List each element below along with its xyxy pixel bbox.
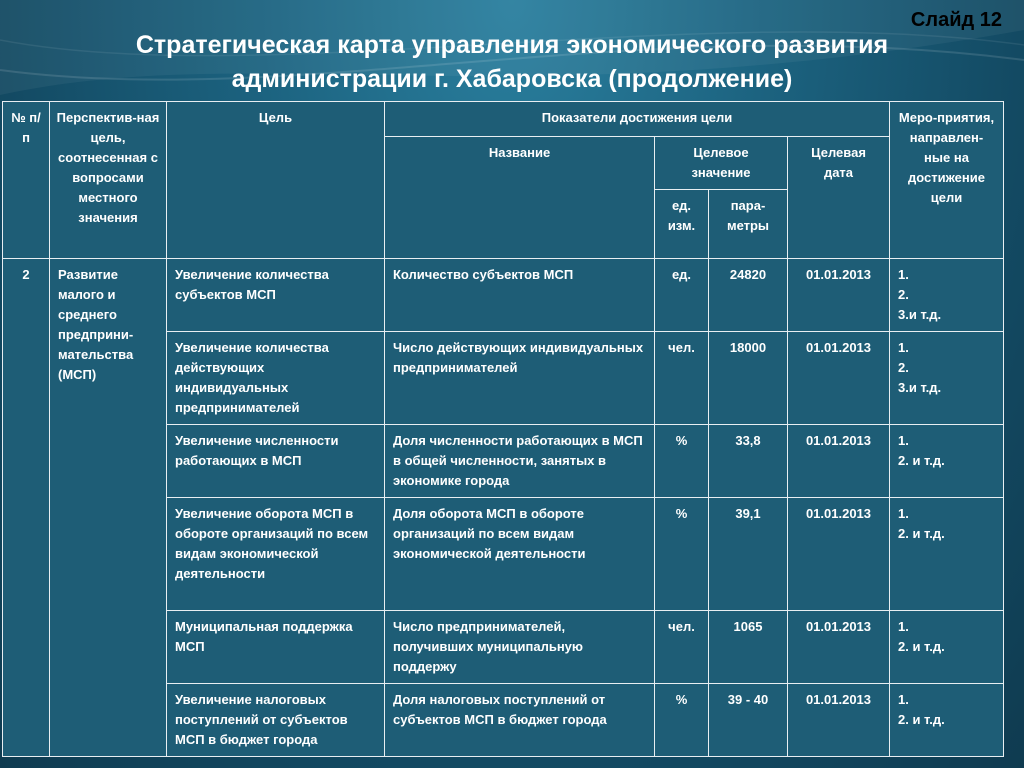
header-params: пара-метры bbox=[709, 190, 788, 259]
title-line-1: Стратегическая карта управления экономического развития bbox=[135, 31, 889, 59]
header-indicators: Показатели достижения цели bbox=[385, 102, 890, 137]
header-goal: Цель bbox=[167, 102, 385, 259]
header-target-date: Целевая дата bbox=[788, 137, 890, 259]
indicator-name-cell: Количество субъектов МСП bbox=[385, 259, 655, 332]
title-line-2: администрации г. Хабаровска (продолжение) bbox=[231, 65, 793, 93]
header-row-1 bbox=[3, 102, 1004, 137]
param-cell: 1065 bbox=[709, 611, 788, 684]
header-perspective: Перспектив-ная цель, соотнесенная с вопросами местного значения bbox=[50, 102, 167, 259]
measure-item: 1. bbox=[898, 267, 909, 282]
date-cell: 01.01.2013 bbox=[788, 425, 890, 498]
unit-cell: чел. bbox=[655, 611, 709, 684]
date-cell: 01.01.2013 bbox=[788, 611, 890, 684]
date-cell: 01.01.2013 bbox=[788, 259, 890, 332]
date-cell: 01.01.2013 bbox=[788, 498, 890, 611]
goal-cell: Увеличение количества действующих индивидуальных предпринимателей bbox=[167, 332, 385, 425]
indicator-name-cell: Доля оборота МСП в обороте организаций по всем видам экономической деятельности bbox=[385, 498, 655, 611]
measure-item: 2. и т.д. bbox=[898, 712, 945, 727]
date-cell: 01.01.2013 bbox=[788, 332, 890, 425]
header-measures: Меро-приятия, направлен-ные на достижение цели bbox=[890, 102, 1004, 259]
measures-cell bbox=[890, 259, 1004, 332]
param-cell: 39,1 bbox=[709, 498, 788, 611]
header-target-value: Целевое значение bbox=[655, 137, 788, 190]
param-cell: 24820 bbox=[709, 259, 788, 332]
header-unit: ед. изм. bbox=[655, 190, 709, 259]
indicator-name-cell: Число действующих индивидуальных предпринимателей bbox=[385, 332, 655, 425]
goal-cell: Увеличение оборота МСП в обороте организаций по всем видам экономической деятельности bbox=[167, 498, 385, 611]
indicator-name-cell: Доля налоговых поступлений от субъектов МСП в бюджет города bbox=[385, 684, 655, 757]
measure-item: 2. bbox=[898, 360, 909, 375]
measure-item: 2. и т.д. bbox=[898, 453, 945, 468]
unit-cell: % bbox=[655, 498, 709, 611]
measure-item: 1. bbox=[898, 433, 909, 448]
measure-item: 1. bbox=[898, 506, 909, 521]
strategy-map-table bbox=[2, 101, 1004, 757]
goal-cell: Увеличение численности работающих в МСП bbox=[167, 425, 385, 498]
measure-item: 3.и т.д. bbox=[898, 380, 942, 395]
header-num: № п/п bbox=[3, 102, 50, 259]
indicator-name-cell: Доля численности работающих в МСП в общей численности, занятых в экономике города bbox=[385, 425, 655, 498]
date-cell: 01.01.2013 bbox=[788, 684, 890, 757]
measure-item: 1. bbox=[898, 340, 909, 355]
table-row bbox=[3, 259, 1004, 332]
unit-cell: % bbox=[655, 425, 709, 498]
goal-cell: Увеличение количества субъектов МСП bbox=[167, 259, 385, 332]
measures-cell bbox=[890, 684, 1004, 757]
param-cell: 18000 bbox=[709, 332, 788, 425]
measure-item: 1. bbox=[898, 619, 909, 634]
param-cell: 39 - 40 bbox=[709, 684, 788, 757]
unit-cell: % bbox=[655, 684, 709, 757]
measures-cell bbox=[890, 425, 1004, 498]
param-cell: 33,8 bbox=[709, 425, 788, 498]
goal-cell: Муниципальная поддержка МСП bbox=[167, 611, 385, 684]
slide-title bbox=[60, 28, 964, 96]
group-num: 2 bbox=[3, 259, 50, 757]
indicator-name-cell: Число предпринимателей, получивших муниципальную поддержу bbox=[385, 611, 655, 684]
unit-cell: ед. bbox=[655, 259, 709, 332]
unit-cell: чел. bbox=[655, 332, 709, 425]
group-perspective: Развитие малого и среднего предприни-мательства (МСП) bbox=[50, 259, 167, 757]
slide-number: Слайд 12 bbox=[910, 9, 1002, 31]
measures-cell bbox=[890, 498, 1004, 611]
measures-cell bbox=[890, 611, 1004, 684]
measure-item: 2. и т.д. bbox=[898, 639, 945, 654]
measure-item: 2. и т.д. bbox=[898, 526, 945, 541]
goal-cell: Увеличение налоговых поступлений от субъектов МСП в бюджет города bbox=[167, 684, 385, 757]
header-name: Название bbox=[385, 137, 655, 259]
measures-cell bbox=[890, 332, 1004, 425]
measure-item: 3.и т.д. bbox=[898, 307, 942, 322]
measure-item: 2. bbox=[898, 287, 909, 302]
measure-item: 1. bbox=[898, 692, 909, 707]
